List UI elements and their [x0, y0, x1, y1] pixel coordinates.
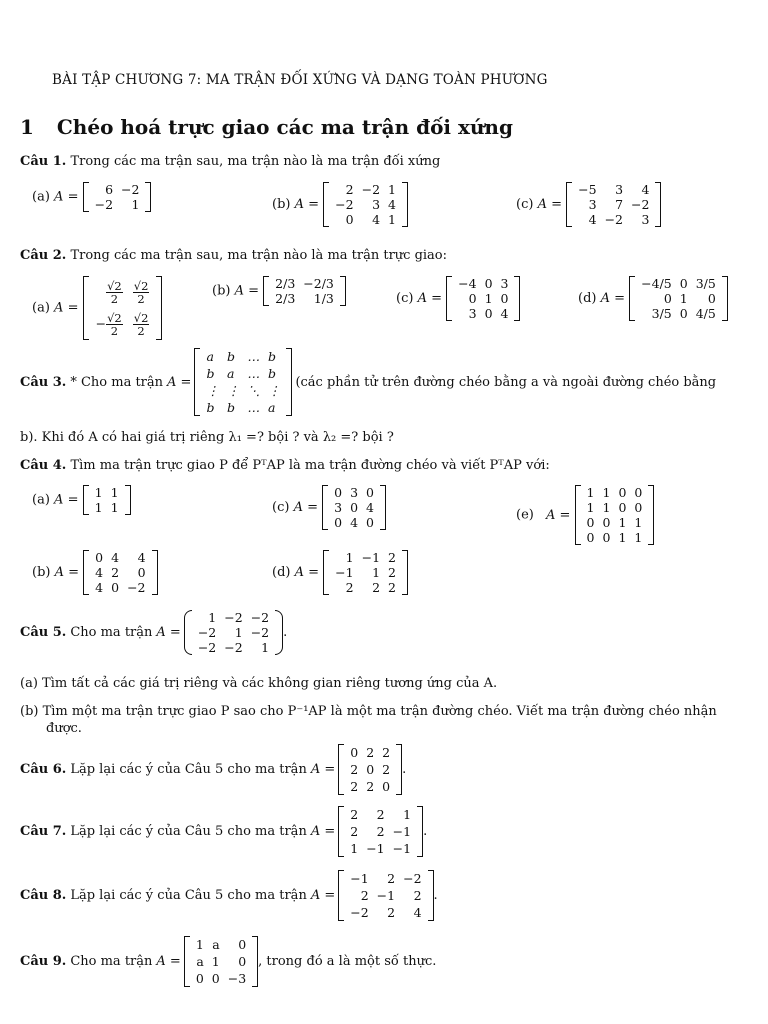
matrix-eq: A =: [54, 300, 79, 316]
matrix-cell: a: [196, 954, 204, 969]
q5-part-b: (b) Tìm một ma trận trực giao P sao cho P⁻¹AP là một ma trận đường chéo. Viết ma trận đường chéo nhận: [20, 704, 717, 719]
matrix-cell: 1: [195, 937, 204, 952]
question-text: Lặp lại các ý của Câu 5 cho ma trận: [70, 888, 307, 903]
matrix-cell: b: [206, 366, 215, 381]
q4-option-e: [516, 485, 654, 545]
matrix-cell: 2: [376, 824, 385, 839]
matrix-cell: a: [206, 349, 214, 364]
matrix-cell: 1: [634, 515, 643, 530]
matrix-cell: 1: [484, 291, 493, 306]
question-1: [20, 154, 440, 169]
matrix-cell: 2: [387, 871, 396, 886]
frac-num: √2: [133, 278, 149, 293]
matrix-cell: 1/3: [313, 291, 334, 306]
matrix: [184, 936, 258, 987]
question-text: Trong các ma trận sau, ma trận nào là ma trận đối xứng: [70, 154, 441, 169]
q5-part-b-cont: được.: [46, 721, 82, 736]
matrix-cell: −2: [197, 625, 217, 640]
matrix-cell: 0: [586, 530, 595, 545]
question-text: Cho ma trận: [70, 954, 153, 969]
period: .: [423, 824, 428, 839]
q2-option-a: [32, 276, 162, 340]
matrix-eq: A =: [310, 762, 336, 777]
q2-option-b: [212, 276, 346, 306]
matrix-cell: 2: [350, 779, 359, 794]
matrix-cell: 0: [195, 971, 204, 986]
matrix-cell: 2: [376, 807, 385, 822]
option-tag: (a): [32, 492, 50, 508]
matrix-cell: 2: [388, 550, 396, 565]
matrix-cell: …: [247, 400, 260, 415]
matrix-cell: 0: [334, 485, 343, 500]
matrix-cell: ⋮: [206, 383, 219, 398]
matrix-eq: A =: [294, 565, 320, 580]
frac-den: 2: [110, 291, 119, 306]
matrix-cell: 0: [211, 971, 220, 986]
matrix-cell: −2: [335, 197, 354, 212]
matrix: [575, 485, 655, 545]
matrix-cell: −1: [392, 841, 412, 856]
matrix-cell: 4: [95, 565, 104, 580]
matrix-eq: A =: [417, 291, 442, 306]
matrix-cell: 0: [618, 485, 627, 500]
matrix-cell: 0: [345, 212, 354, 227]
matrix-cell: −1: [376, 888, 396, 903]
question-text: Cho ma trận: [70, 625, 153, 640]
matrix-cell: 4: [413, 905, 422, 920]
question-label: Câu 9.: [20, 954, 67, 969]
matrix-cell: …: [247, 349, 260, 364]
question-3: [20, 348, 716, 416]
matrix-cell: 0: [618, 500, 627, 515]
matrix-cell: −1: [350, 871, 369, 886]
matrix: [338, 744, 402, 795]
matrix-cell: 3/5: [651, 306, 672, 321]
matrix-cell: a: [212, 937, 220, 952]
matrix-cell: ⋮: [226, 383, 240, 398]
matrix-cell: 0: [484, 276, 493, 291]
matrix: [446, 276, 520, 321]
option-tag: (b): [272, 197, 291, 212]
q3-continued: b). Khi đó A có hai giá trị riêng λ₁ =? bội ? và λ₂ =? bội ?: [20, 430, 394, 445]
frac-den: 2: [137, 291, 145, 306]
matrix-eq: A =: [294, 197, 320, 212]
matrix-cell: 1: [602, 500, 611, 515]
matrix: [566, 182, 661, 227]
matrix-cell: 1: [388, 182, 396, 197]
matrix-cell: 1: [679, 291, 688, 306]
section-title: [20, 115, 513, 139]
matrix-cell: 0: [137, 565, 146, 580]
matrix-cell: a: [267, 400, 276, 415]
option-tag: (b): [32, 565, 51, 580]
question-label: Câu 8.: [20, 888, 67, 903]
matrix-cell: 0: [602, 530, 611, 545]
matrix-cell: 1: [403, 807, 412, 822]
matrix-cell: 2: [350, 762, 359, 777]
matrix-cell: 2: [366, 745, 375, 760]
matrix: [323, 182, 408, 227]
matrix-cell: 1: [602, 485, 611, 500]
matrix-cell: 0: [468, 291, 477, 306]
question-text: (các phần tử trên đường chéo bằng a và ngoài đường chéo bằng: [295, 374, 717, 390]
matrix-cell: ⋱: [247, 383, 260, 398]
q2-option-d: [578, 276, 728, 321]
matrix-cell: 2: [350, 807, 359, 822]
matrix-cell: 4: [372, 212, 381, 227]
frac-den: 2: [137, 323, 145, 338]
matrix-cell: −4: [458, 276, 477, 291]
matrix-cell: a: [226, 366, 235, 381]
period: .: [433, 888, 438, 903]
matrix-cell: 2: [360, 888, 369, 903]
matrix-cell: 1: [110, 500, 119, 515]
matrix-cell: −2: [224, 640, 243, 655]
question-4: [20, 458, 550, 473]
matrix-cell: 2/3: [275, 291, 296, 306]
matrix-cell: 7: [615, 197, 624, 212]
matrix-cell: 1: [110, 485, 119, 500]
question-text: Tìm ma trận trực giao P để PᵀAP là ma trận đường chéo và viết PᵀAP với:: [70, 458, 550, 473]
matrix-cell: 6: [105, 182, 114, 197]
frac-num: √2: [107, 310, 122, 325]
question-5: [20, 610, 287, 655]
matrix-cell: −3: [227, 971, 247, 986]
option-tag: (c): [272, 500, 290, 515]
matrix-cell: 0: [238, 954, 247, 969]
matrix-cell: 1: [131, 197, 140, 212]
matrix-cell: 0: [484, 306, 493, 321]
matrix: [83, 485, 131, 515]
matrix-cell: 0: [366, 762, 375, 777]
period: .: [283, 625, 288, 640]
matrix-cell: 0: [634, 485, 643, 500]
matrix-cell: 0: [334, 515, 343, 530]
matrix-cell: −5: [578, 182, 597, 197]
question-text: Lặp lại các ý của Câu 5 cho ma trận: [70, 824, 307, 839]
option-tag: (d): [578, 291, 597, 306]
matrix-cell: 0: [707, 291, 716, 306]
matrix-cell: −2: [127, 580, 146, 595]
q2-option-c: [396, 276, 520, 321]
matrix-cell: 1: [634, 530, 643, 545]
matrix-cell: 4: [137, 550, 146, 565]
frac-den: 2: [110, 323, 119, 338]
matrix-cell: 4: [588, 212, 597, 227]
q4-option-b: [32, 550, 158, 595]
matrix-cell: 0: [586, 515, 595, 530]
matrix-cell: −2: [94, 197, 114, 212]
q1-option-a: [32, 182, 151, 212]
question-text: Lặp lại các ý của Câu 5 cho ma trận: [70, 762, 307, 777]
matrix: [263, 276, 346, 306]
minus-sign: −: [95, 315, 107, 331]
matrix-cell: 4: [350, 515, 359, 530]
matrix-eq: A =: [537, 197, 562, 212]
matrix-cell: −2: [361, 182, 381, 197]
matrix-cell: 1: [208, 610, 217, 625]
matrix-cell: 1: [94, 500, 103, 515]
option-tag: (e): [516, 507, 534, 523]
matrix-cell: 3: [334, 500, 343, 515]
question-6: [20, 744, 406, 795]
question-2: [20, 248, 447, 263]
matrix-eq: A =: [156, 954, 181, 969]
matrix-eq: A =: [293, 500, 318, 515]
question-text: , trong đó a là một số thực.: [258, 954, 437, 969]
matrix-cell: 3: [588, 197, 597, 212]
matrix-cell: 0: [382, 779, 391, 794]
question-9: [20, 936, 436, 987]
q1-option-b: [272, 182, 408, 227]
matrix-cell: −2: [250, 610, 270, 625]
matrix-cell: −2/3: [303, 276, 334, 291]
matrix-cell: 1: [586, 485, 595, 500]
matrix-cell: 1: [234, 625, 243, 640]
matrix-cell: 0: [500, 291, 509, 306]
matrix: [322, 485, 386, 530]
question-text: * Cho ma trận: [70, 374, 164, 390]
matrix-cell: 2: [413, 888, 422, 903]
matrix-cell: 3: [500, 276, 509, 291]
period: .: [402, 762, 407, 777]
matrix: [83, 550, 157, 595]
q4-option-d: [272, 550, 408, 595]
matrix-cell: 3: [468, 306, 477, 321]
option-tag: (d): [272, 565, 291, 580]
matrix-cell: 0: [238, 937, 247, 952]
matrix: [184, 610, 283, 655]
matrix-cell: 4: [111, 550, 120, 565]
matrix-eq: A =: [167, 374, 192, 390]
matrix-cell: −2: [604, 212, 624, 227]
matrix: [83, 182, 152, 212]
option-tag: (a): [32, 300, 50, 316]
matrix-cell: 0: [366, 485, 374, 500]
matrix-cell: ⋮: [267, 383, 281, 398]
matrix-cell: 1: [618, 530, 627, 545]
matrix: [629, 276, 728, 321]
matrix-cell: 2: [345, 182, 354, 197]
option-tag: (b): [212, 283, 231, 299]
matrix-cell: 3: [641, 212, 650, 227]
matrix-cell: 2: [382, 762, 391, 777]
matrix-eq: A =: [54, 189, 79, 205]
matrix-cell: −2: [197, 640, 217, 655]
matrix-eq: A =: [310, 824, 336, 839]
question-label: Câu 3.: [20, 374, 67, 390]
matrix-cell: −2: [631, 197, 650, 212]
matrix-cell: 0: [95, 550, 104, 565]
matrix-cell: 4: [641, 182, 650, 197]
q4-option-a: [32, 485, 131, 515]
matrix-cell: 4: [366, 500, 374, 515]
matrix-eq: A =: [54, 492, 79, 508]
q4-option-c: [272, 485, 386, 530]
matrix-cell: 0: [634, 500, 643, 515]
option-tag: (c): [516, 197, 534, 212]
q5-part-a: (a) Tìm tất cả các giá trị riêng và các không gian riêng tương ứng của A.: [20, 676, 498, 691]
matrix-cell: 1: [388, 212, 396, 227]
matrix-sqrt: [83, 276, 163, 340]
matrix-cell: −2: [250, 625, 270, 640]
question-7: [20, 806, 427, 857]
matrix-cell: 2: [366, 779, 375, 794]
matrix-cell: −4/5: [641, 276, 672, 291]
page-header: BÀI TẬP CHƯƠNG 7: MA TRẬN ĐỐI XỨNG VÀ DẠNG TOÀN PHƯƠNG: [52, 72, 548, 88]
matrix-cell: 1: [372, 565, 381, 580]
matrix-cell: 0: [366, 515, 374, 530]
question-label: Câu 7.: [20, 824, 67, 839]
matrix-cell: −2: [350, 905, 369, 920]
matrix-cell: 2: [372, 580, 381, 595]
matrix-cell: 1: [618, 515, 627, 530]
matrix-cell: 1: [211, 954, 220, 969]
matrix-eq: A =: [234, 283, 260, 299]
matrix: [323, 550, 408, 595]
matrix-cell: 3: [615, 182, 624, 197]
matrix-cell: −2: [403, 871, 422, 886]
matrix: [338, 870, 433, 921]
matrix-cell: −1: [366, 841, 385, 856]
question-label: Câu 5.: [20, 625, 67, 640]
question-label: Câu 2.: [20, 248, 67, 263]
frac-num: √2: [133, 310, 149, 325]
matrix-eq: A =: [310, 888, 336, 903]
matrix-cell: 3: [372, 197, 381, 212]
matrix-cell: 2: [382, 745, 391, 760]
matrix-cell: −1: [392, 824, 412, 839]
matrix-eq: A =: [54, 565, 80, 580]
section-number: 1: [20, 115, 34, 139]
matrix-cell: 0: [350, 500, 359, 515]
matrix-cell: 0: [663, 291, 672, 306]
question-8: [20, 870, 438, 921]
matrix-cell: 2: [388, 565, 396, 580]
matrix-cell: 4: [388, 197, 396, 212]
matrix-cell: 3/5: [695, 276, 716, 291]
question-label: Câu 1.: [20, 154, 67, 169]
question-text: Trong các ma trận sau, ma trận nào là ma trận trực giao:: [70, 248, 448, 263]
matrix-cell: 1: [586, 500, 595, 515]
matrix-eq: A =: [545, 507, 571, 523]
matrix-cell: 0: [679, 276, 688, 291]
matrix-cell: …: [247, 366, 260, 381]
matrix-cell: b: [267, 349, 276, 364]
matrix-cell: 3: [350, 485, 359, 500]
matrix-cell: 1: [261, 640, 270, 655]
matrix-cell: 0: [602, 515, 611, 530]
matrix-cell: 2: [350, 824, 359, 839]
matrix-cell: −1: [361, 550, 381, 565]
matrix-cell: −2: [121, 182, 140, 197]
matrix-cell: −2: [224, 610, 243, 625]
matrix: [194, 348, 292, 416]
matrix-cell: 0: [679, 306, 688, 321]
matrix-cell: 1: [345, 550, 354, 565]
question-label: Câu 6.: [20, 762, 67, 777]
option-tag: (c): [396, 291, 414, 306]
matrix-cell: 2: [111, 565, 120, 580]
matrix-cell: b: [267, 366, 276, 381]
matrix-cell: b: [226, 400, 235, 415]
matrix-cell: 4: [95, 580, 104, 595]
question-label: Câu 4.: [20, 458, 67, 473]
matrix-cell: −1: [335, 565, 354, 580]
matrix-cell: 4: [500, 306, 509, 321]
matrix-cell: 2: [387, 905, 396, 920]
matrix-cell: b: [206, 400, 215, 415]
matrix-cell: 1: [350, 841, 359, 856]
section-title-text: Chéo hoá trực giao các ma trận đối xứng: [56, 115, 513, 139]
matrix-eq: A =: [156, 625, 181, 640]
matrix-cell: 2: [388, 580, 396, 595]
matrix-cell: 2: [345, 580, 354, 595]
matrix-eq: A =: [600, 291, 626, 306]
matrix-cell: b: [226, 349, 235, 364]
matrix-cell: 0: [350, 745, 359, 760]
matrix-cell: 0: [111, 580, 120, 595]
matrix-cell: 1: [94, 485, 103, 500]
q1-option-c: [516, 182, 661, 227]
option-tag: (a): [32, 189, 50, 205]
matrix-cell: 2/3: [275, 276, 296, 291]
matrix: [338, 806, 423, 857]
frac-num: √2: [107, 278, 122, 293]
matrix-cell: 4/5: [695, 306, 716, 321]
